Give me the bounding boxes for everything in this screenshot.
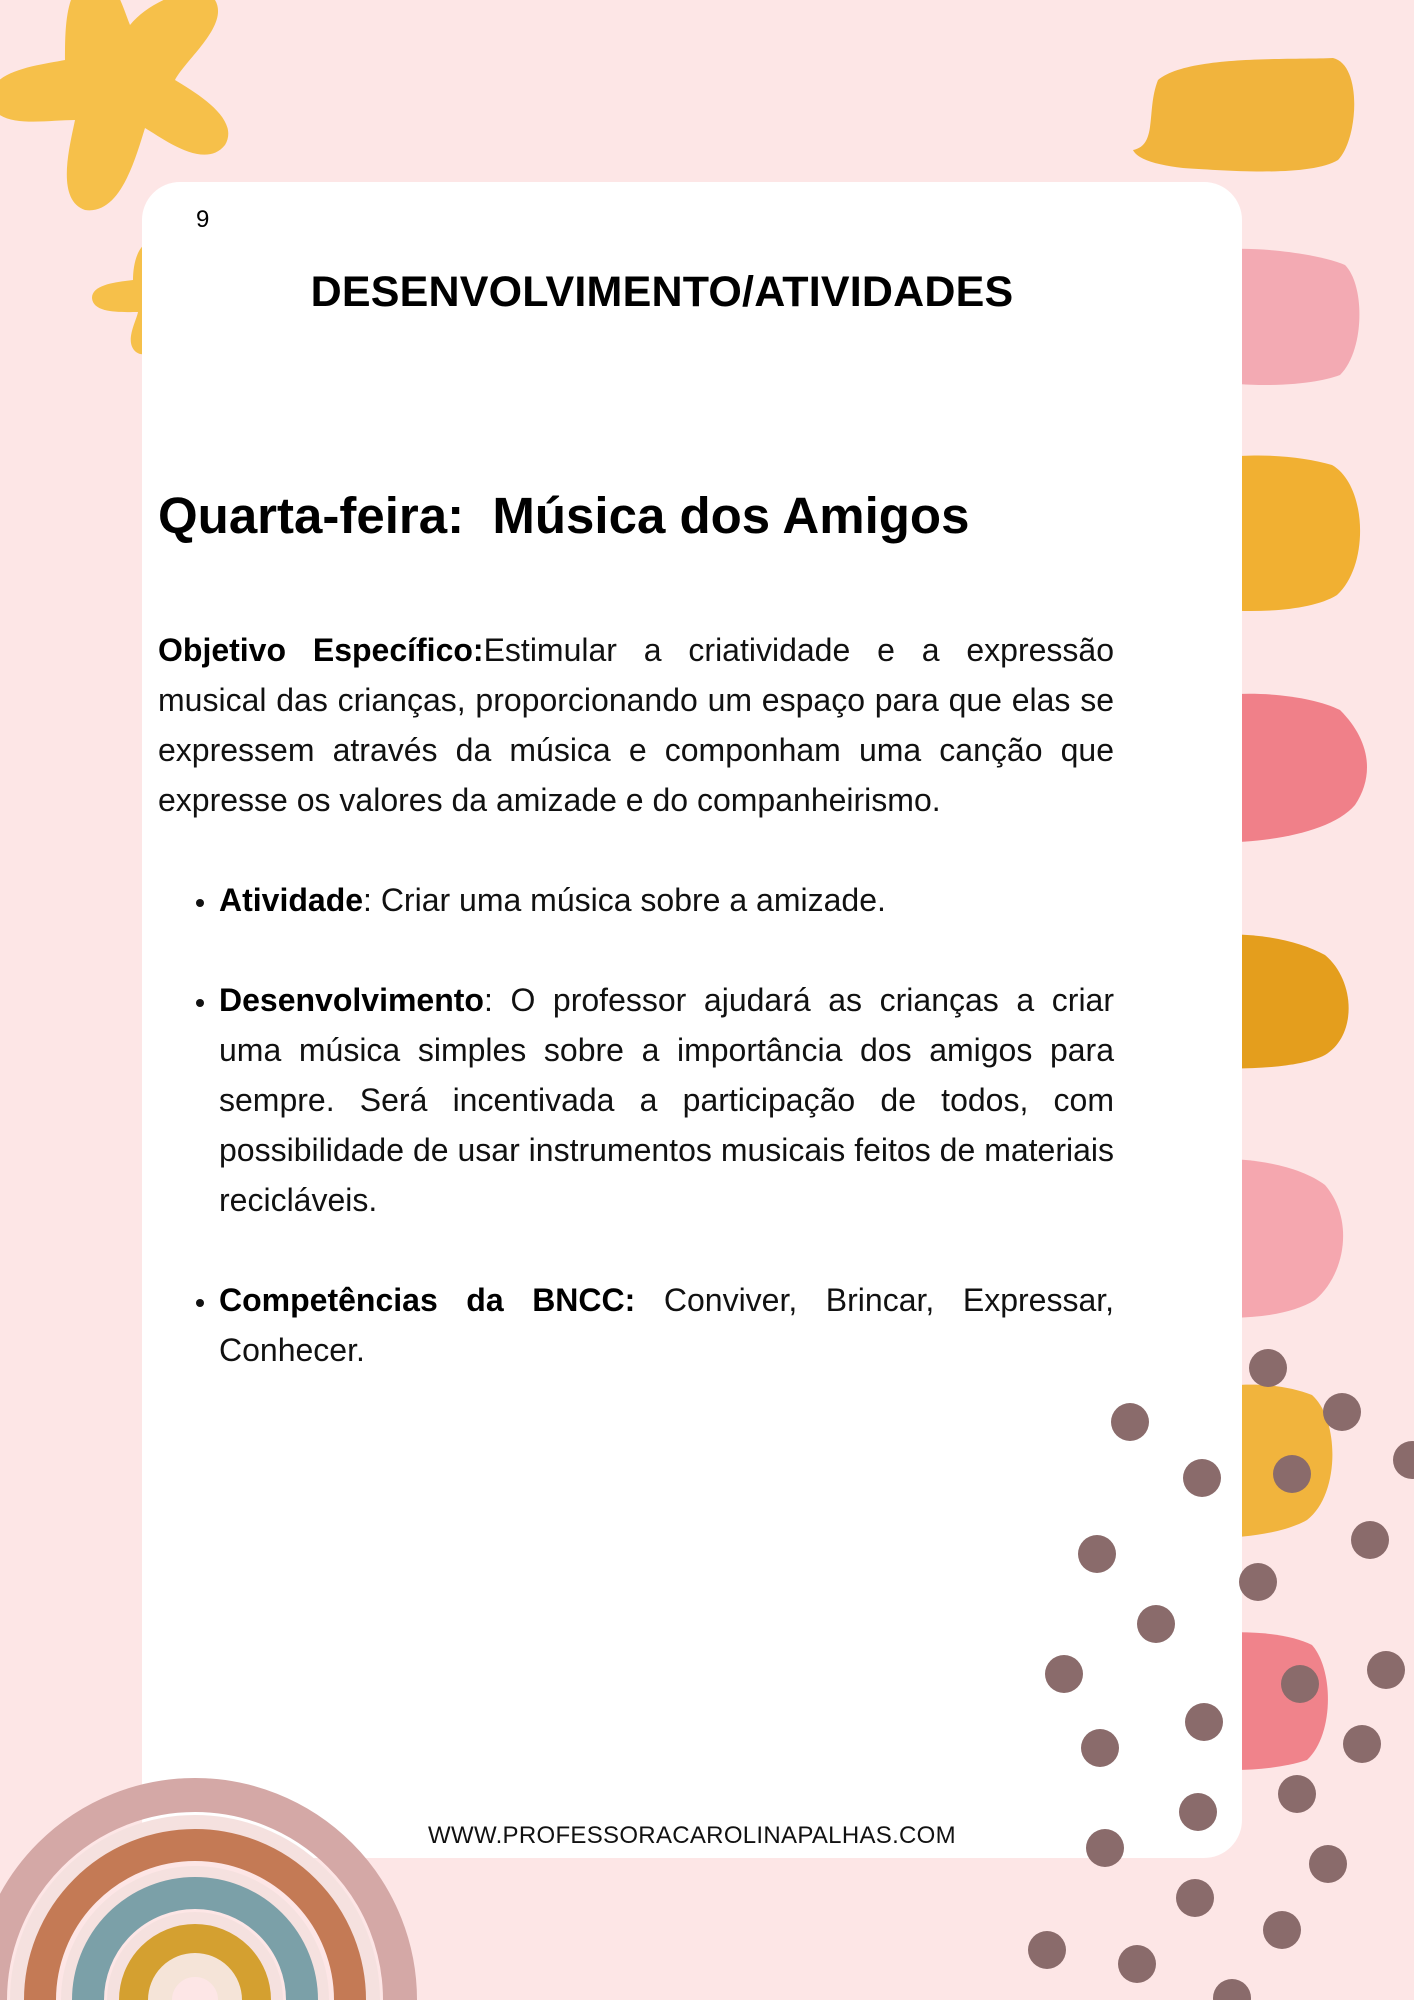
item-separator: : xyxy=(363,882,381,918)
item-label: Desenvolvimento xyxy=(219,982,484,1018)
list-item xyxy=(219,1275,1114,1375)
list-item xyxy=(219,875,1114,925)
objective-label: Objetivo Específico: xyxy=(158,632,484,668)
list-item xyxy=(219,975,1114,1225)
polka-dots-decoration xyxy=(1010,1330,1414,2000)
activity-list xyxy=(158,875,1114,1375)
item-text: O professor ajudará as crianças a criar uma música simples sobre a importância dos amigos para sempre. Será incentivada a participação de todos, com possibilidade de usar instrumentos musicais feitos de materiais recicláveis. xyxy=(219,982,1115,1218)
page-number: 9 xyxy=(196,206,210,233)
item-label: Competências da BNCC: xyxy=(219,1282,636,1318)
item-separator: : xyxy=(483,982,511,1018)
rainbow-decoration xyxy=(0,1660,430,2000)
item-label: Atividade xyxy=(219,882,364,918)
objective-paragraph xyxy=(158,625,1114,825)
item-text: Criar uma música sobre a amizade. xyxy=(380,882,886,918)
section-title: DESENVOLVIMENTO/ATIVIDADES xyxy=(310,268,1014,316)
content-body xyxy=(158,625,1114,1425)
item-separator xyxy=(635,1282,664,1318)
footer-url: WWW.PROFESSORACAROLINAPALHAS.COM xyxy=(428,1822,956,1849)
item-text: Conviver, Brincar, Expressar, Conhecer. xyxy=(219,1282,1115,1368)
yellow-watercolor-blob xyxy=(1128,50,1368,180)
day-title: Quarta-feira: Música dos Amigos xyxy=(158,487,970,544)
objective-text: Estimular a criatividade e a expressão musical das crianças, proporcionando um espaço para que elas se expressem através da música e componham uma canção que expresse os valores da amizade e do companheirismo. xyxy=(158,632,1115,818)
